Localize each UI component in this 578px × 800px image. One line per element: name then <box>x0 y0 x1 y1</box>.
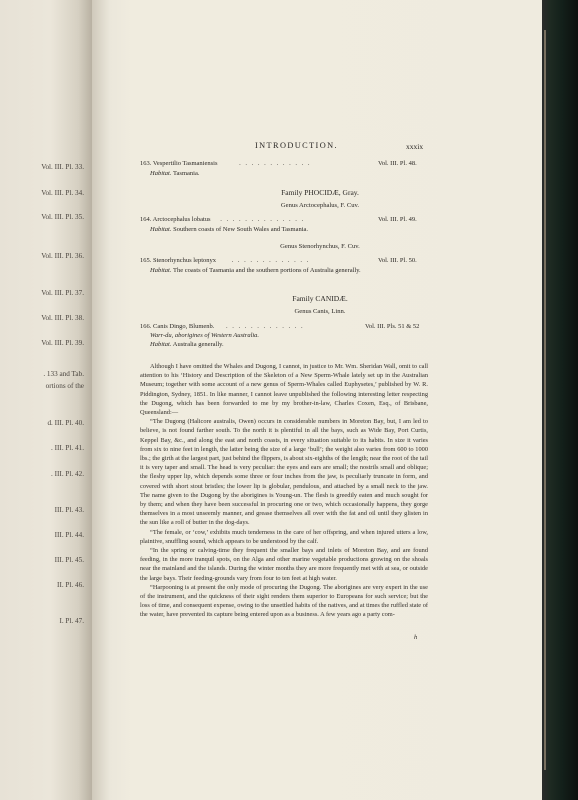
habitat-line <box>150 267 361 274</box>
leader-dots: . . . . . . . . . . . . . <box>231 257 310 264</box>
habitat-label: Habitat. <box>150 341 172 348</box>
margin-ref: . 133 and Tab. <box>43 370 84 378</box>
margin-ref: Vol. III. Pl. 37. <box>41 289 84 297</box>
aboriginal-name: Warr-du, aborigines of Western Australia. <box>150 332 260 339</box>
margin-ref: Vol. III. Pl. 34. <box>41 189 84 197</box>
species-entry-166 <box>140 323 304 330</box>
family-heading-phocidae: Family PHOCIDÆ, Gray. <box>281 188 359 197</box>
paragraph: “Harpooning is at present the only mode of procuring the Dugong. The aborigines are very expert in the use of the instrument, and the quickness of their sight renders them superior to Europeans for such service; but the loss of time, and consequent expense, owing to the unsettled habits of the natives, and at times the ruffled state of the water, have prevented its capture being entered upon as a business. A few years ago a party com- <box>140 583 428 619</box>
genus-heading-arctocephalus: Genus Arctocephalus, F. Cuv. <box>280 202 360 209</box>
margin-ref: Vol. III. Pl. 36. <box>41 252 84 260</box>
margin-ref: II. Pl. 46. <box>57 581 84 589</box>
plate-ref: Vol. III. Pl. 50. <box>378 257 417 264</box>
paragraph: “The female, or ‘cow,’ exhibits much tenderness in the care of her offspring, and when injured utters a low, plaintive, snuffling sound, which appears to be understood by the calf. <box>140 528 428 545</box>
species-name: 165. Stenorhynchus leptonyx <box>140 257 217 264</box>
habitat-label: Habitat. <box>150 267 172 274</box>
habitat-text: Australia generally. <box>172 341 224 348</box>
plate-ref: Vol. III. Pl. 48. <box>378 160 417 167</box>
margin-ref: Vol. III. Pl. 35. <box>41 213 84 221</box>
habitat-line <box>150 170 199 177</box>
facing-page-edge <box>0 0 92 800</box>
habitat-text: Tasmania. <box>173 170 200 177</box>
body-text <box>140 362 428 620</box>
cover-rule <box>544 30 546 770</box>
margin-ref: Vol. III. Pl. 38. <box>41 314 84 322</box>
margin-ref: . III. Pl. 42. <box>51 470 84 478</box>
genus-heading-stenorhynchus: Genus Stenorhynchus, F. Cuv. <box>280 243 360 250</box>
habitat-line <box>150 341 224 348</box>
leader-dots: . . . . . . . . . . . . . <box>226 323 305 330</box>
page-number: xxxix <box>406 142 424 151</box>
species-name: 164. Arctocephalus lobatus <box>140 216 211 223</box>
margin-ref: I. Pl. 47. <box>59 617 84 625</box>
plate-ref: Vol. III. Pls. 51 & 52 <box>365 323 420 330</box>
species-entry-165 <box>140 257 310 264</box>
margin-ref: III. Pl. 43. <box>54 506 84 514</box>
margin-ref: ortions of the <box>45 382 84 390</box>
margin-ref: . III. Pl. 41. <box>51 444 84 452</box>
habitat-text: Southern coasts of New South Wales and Tasmania. <box>173 226 309 233</box>
habitat-line <box>150 226 308 233</box>
species-entry-164 <box>140 216 305 223</box>
paragraph: “In the spring or calving-time they frequent the smaller bays and inlets of Moreton Bay, and are found feeding, in the more tranquil spots, on the Alga and other marine vegetable productions growing on the shoals near the mainland and the islands. During the winter months they are more frequently met with at sea, or outside the large bays. Their feeding-grounds vary from four to ten feet at high water. <box>140 547 428 582</box>
habitat-label: Habitat. <box>150 226 172 233</box>
habitat-label: Habitat. <box>150 170 172 177</box>
paragraph: Although I have omitted the Whales and Dugong, I cannot, in justice to Mr. Wm. Sheridan Wall, omit to call attention to his ‘History and Description of the Skeleton of a New Sperm-Whale lately set up in the Australian Museum; together with some account of a new genus of Sperm-Whales called Euphysetes,’ published by W. R. Piddington, Sydney, 1851. In like manner, I cannot leave unpublished the following interesting letter respecting the Dugong, which has been forwarded to me by my brother-in-law, Charles Coxen, Esq., of Brisbane, Queensland:— <box>140 363 428 417</box>
species-name: 166. Canis Dingo, Blumenb. <box>140 323 215 330</box>
species-entry-163 <box>140 160 311 167</box>
margin-ref: Vol. III. Pl. 39. <box>41 339 84 347</box>
species-name: 163. Vespertilio Tasmaniensis <box>140 160 218 167</box>
habitat-text: The coasts of Tasmania and the southern portions of Australia generally. <box>173 267 361 274</box>
paragraph: “The Dugong (Halicore australis, Owen) occurs in considerable numbers in Moreton Bay, but, I am led to believe, is not found farther south. To the north it is plentiful in all the bays, such as Wide Bay, Port Curtis, Keppel Bay, &c., and along the east and north coasts, in every situation suitable to its habits. In size it varies from six to nine feet in length, the latter being the size of a large ‘bull’; the weight also varies from 600 to 1000 lbs.; the girth at the largest part, just behind the flippers, is about six-eighths of the length; near the root of the tail it is very taper and small. The head is very peculiar: the eyes and ears are small; the nostrils small and oblique; the fleshy upper lip, which depends some three or four inches from the jaw, is peculiarly truncate in form, and covered with short stout bristles; the lower lip is globular, pendulous, and attached by a small neck to the jaw. The name given to the Dugong by the aborigines is Young-un. The flesh is greedily eaten and much sought for by them; and when they have been successful in procuring one or two, which occasionally happens, they gorge themselves in a most unseemly manner, and grease themselves all over with the fat and oil until they glisten in the sun like a roll of butter in the dog-days. <box>140 418 428 527</box>
genus-heading-canis: Genus Canis, Linn. <box>294 308 346 315</box>
margin-ref: III. Pl. 45. <box>54 556 84 564</box>
margin-ref: d. III. Pl. 40. <box>47 419 84 427</box>
running-head: INTRODUCTION. <box>255 141 338 150</box>
plate-ref: Vol. III. Pl. 49. <box>378 216 417 223</box>
leader-dots: . . . . . . . . . . . . . . <box>220 216 305 223</box>
margin-ref: III. Pl. 44. <box>54 531 84 539</box>
signature-mark: h <box>414 634 418 641</box>
book-cover-edge <box>542 0 578 800</box>
family-heading-canidae: Family CANIDÆ. <box>292 294 348 303</box>
leader-dots: . . . . . . . . . . . . <box>239 160 311 167</box>
margin-ref: Vol. III. Pl. 33. <box>41 163 84 171</box>
